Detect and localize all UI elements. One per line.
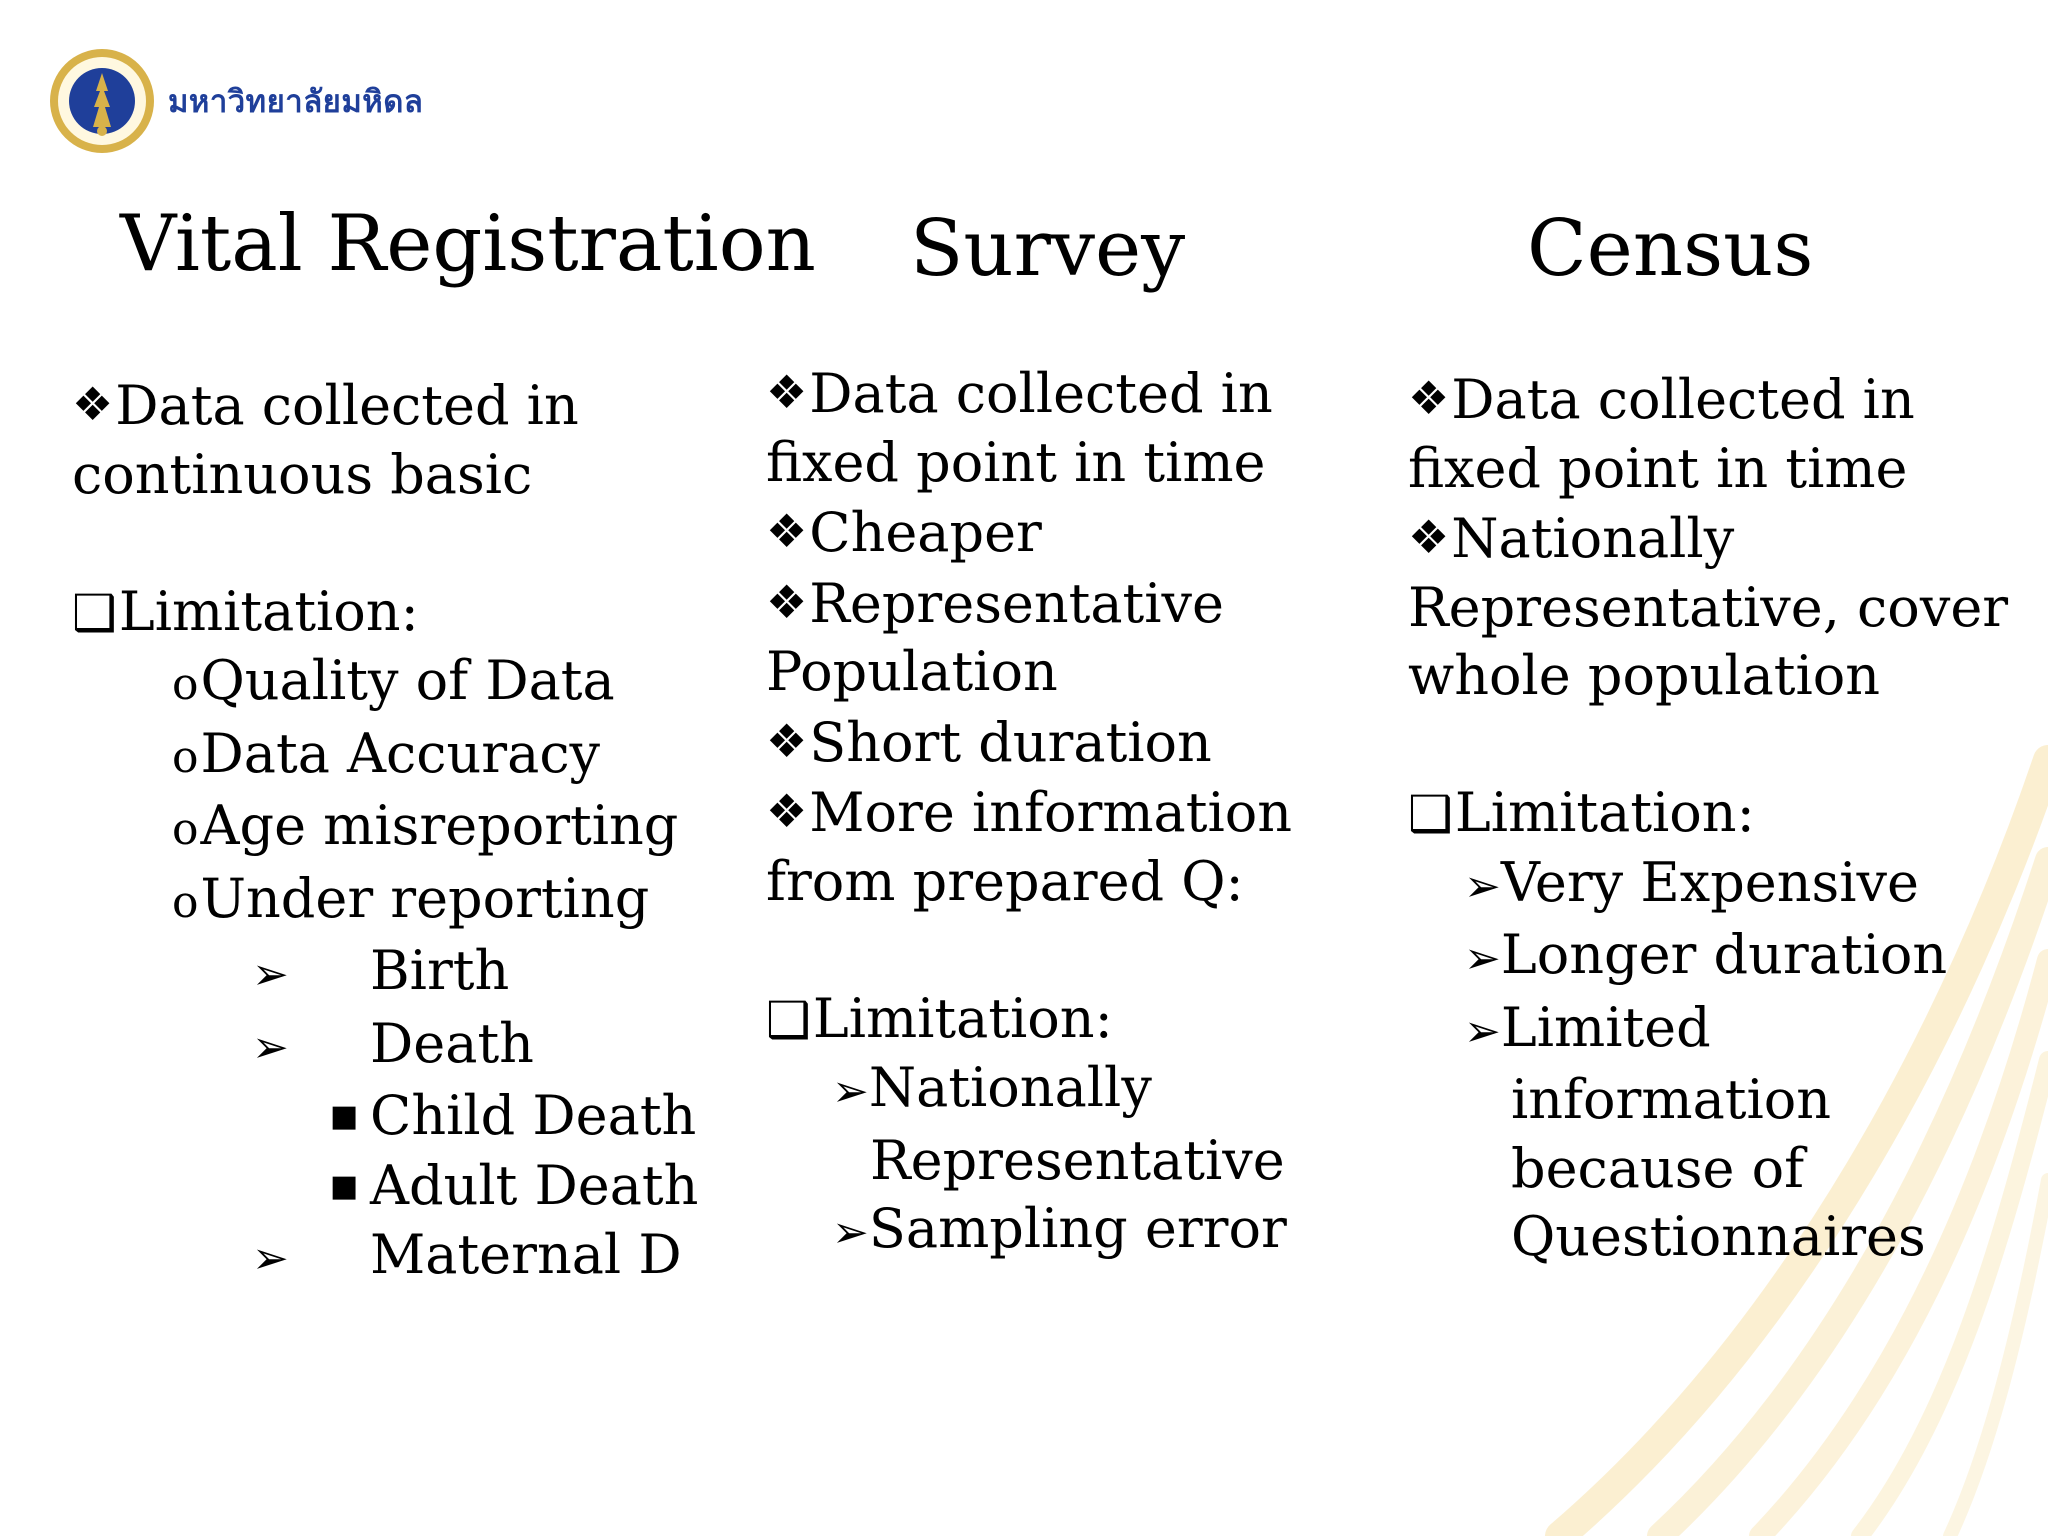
census-column: ❖Data collected in fixed point in time ❖Nationally Representative, cover whole population ❑Limitation: ➢Very Expensive ➢Longer duration ➢Limited information because of Questionnaires [1408, 364, 2008, 1272]
limitation-heading: ❑Limitation: [766, 985, 1326, 1055]
arrow-bullet-icon: ➢ [252, 949, 289, 1000]
list-item: ➢ Birth [72, 937, 712, 1010]
square-bullet-icon: ■ [330, 1099, 359, 1134]
list-item: ■ Adult Death [72, 1152, 712, 1222]
list-item: ➢Longer duration [1408, 921, 2008, 994]
list-item: oAge misreporting [72, 792, 712, 865]
arrow-bullet-icon: ➢ [1464, 1005, 1501, 1057]
university-name: มหาวิทยาลัยมหิดล [168, 84, 424, 120]
survey-column: ❖Data collected in fixed point in time ❖Cheaper ❖Representative Population ❖Short duration ❖More information from prepared Q: ❑Limitation: ➢Nationally Representative ➢Sampling error [766, 358, 1326, 1268]
arrow-bullet-icon: ➢ [1464, 860, 1501, 912]
list-item: ❖Nationally [1408, 503, 2008, 574]
vital-registration-column: ❖Data collected in continuous basic ❑Limitation: oQuality of Data oData Accuracy oAge misreporting oUnder reporting ➢ Birth ➢ Death ■ Child Death ■ Adult Death ➢ Maternal D [72, 370, 712, 1294]
checkbox-bullet-icon: ❑ [766, 990, 811, 1049]
list-item: ❖Data collected in [72, 370, 712, 441]
circle-bullet-icon: o [172, 659, 199, 710]
vital-registration-title: Vital Registration [120, 199, 816, 289]
list-item: ❖Data collected in [1408, 364, 2008, 435]
diamond-bullet-icon: ❖ [766, 574, 808, 629]
limitation-heading: ❑Limitation: [1408, 779, 2008, 849]
limitation-heading: ❑Limitation: [72, 578, 712, 648]
diamond-bullet-icon: ❖ [766, 504, 808, 558]
arrow-bullet-icon: ➢ [832, 1207, 869, 1258]
checkbox-bullet-icon: ❑ [72, 583, 117, 642]
list-item: ➢Nationally [766, 1054, 1326, 1127]
list-item: ❖Short duration [766, 707, 1326, 778]
arrow-bullet-icon: ➢ [832, 1066, 869, 1117]
diamond-bullet-icon: ❖ [1408, 371, 1450, 425]
square-bullet-icon: ■ [330, 1168, 359, 1204]
arrow-bullet-icon: ➢ [252, 1233, 289, 1284]
list-item: ❖Cheaper [766, 497, 1326, 568]
list-item: oData Accuracy [72, 720, 712, 793]
list-item: ■ Child Death [72, 1082, 712, 1152]
university-logo [48, 46, 423, 156]
list-item: ➢Sampling error [766, 1195, 1326, 1268]
list-item: oQuality of Data [72, 647, 712, 720]
list-item: ➢Very Expensive [1408, 849, 2008, 922]
diamond-bullet-icon: ❖ [1408, 510, 1450, 564]
list-item: ❖More information [766, 777, 1326, 848]
census-title: Census [1527, 204, 1814, 294]
arrow-bullet-icon: ➢ [252, 1021, 289, 1073]
university-seal-icon [48, 47, 156, 155]
list-item: ❖Data collected in [766, 358, 1326, 429]
circle-bullet-icon: o [172, 804, 199, 855]
survey-title: Survey [910, 204, 1186, 294]
diamond-bullet-icon: ❖ [766, 784, 808, 838]
arrow-bullet-icon: ➢ [1464, 933, 1501, 984]
diamond-bullet-icon: ❖ [766, 713, 808, 768]
circle-bullet-icon: o [172, 876, 199, 928]
checkbox-bullet-icon: ❑ [1408, 785, 1453, 843]
list-item: ➢ Death [72, 1010, 712, 1083]
diamond-bullet-icon: ❖ [72, 377, 114, 431]
list-item: ➢ Maternal D [72, 1221, 712, 1294]
list-item: ❖Representative [766, 568, 1326, 639]
list-item: ➢Limited [1408, 994, 2008, 1067]
circle-bullet-icon: o [172, 731, 199, 783]
diamond-bullet-icon: ❖ [766, 365, 808, 419]
list-item: oUnder reporting [72, 865, 712, 938]
